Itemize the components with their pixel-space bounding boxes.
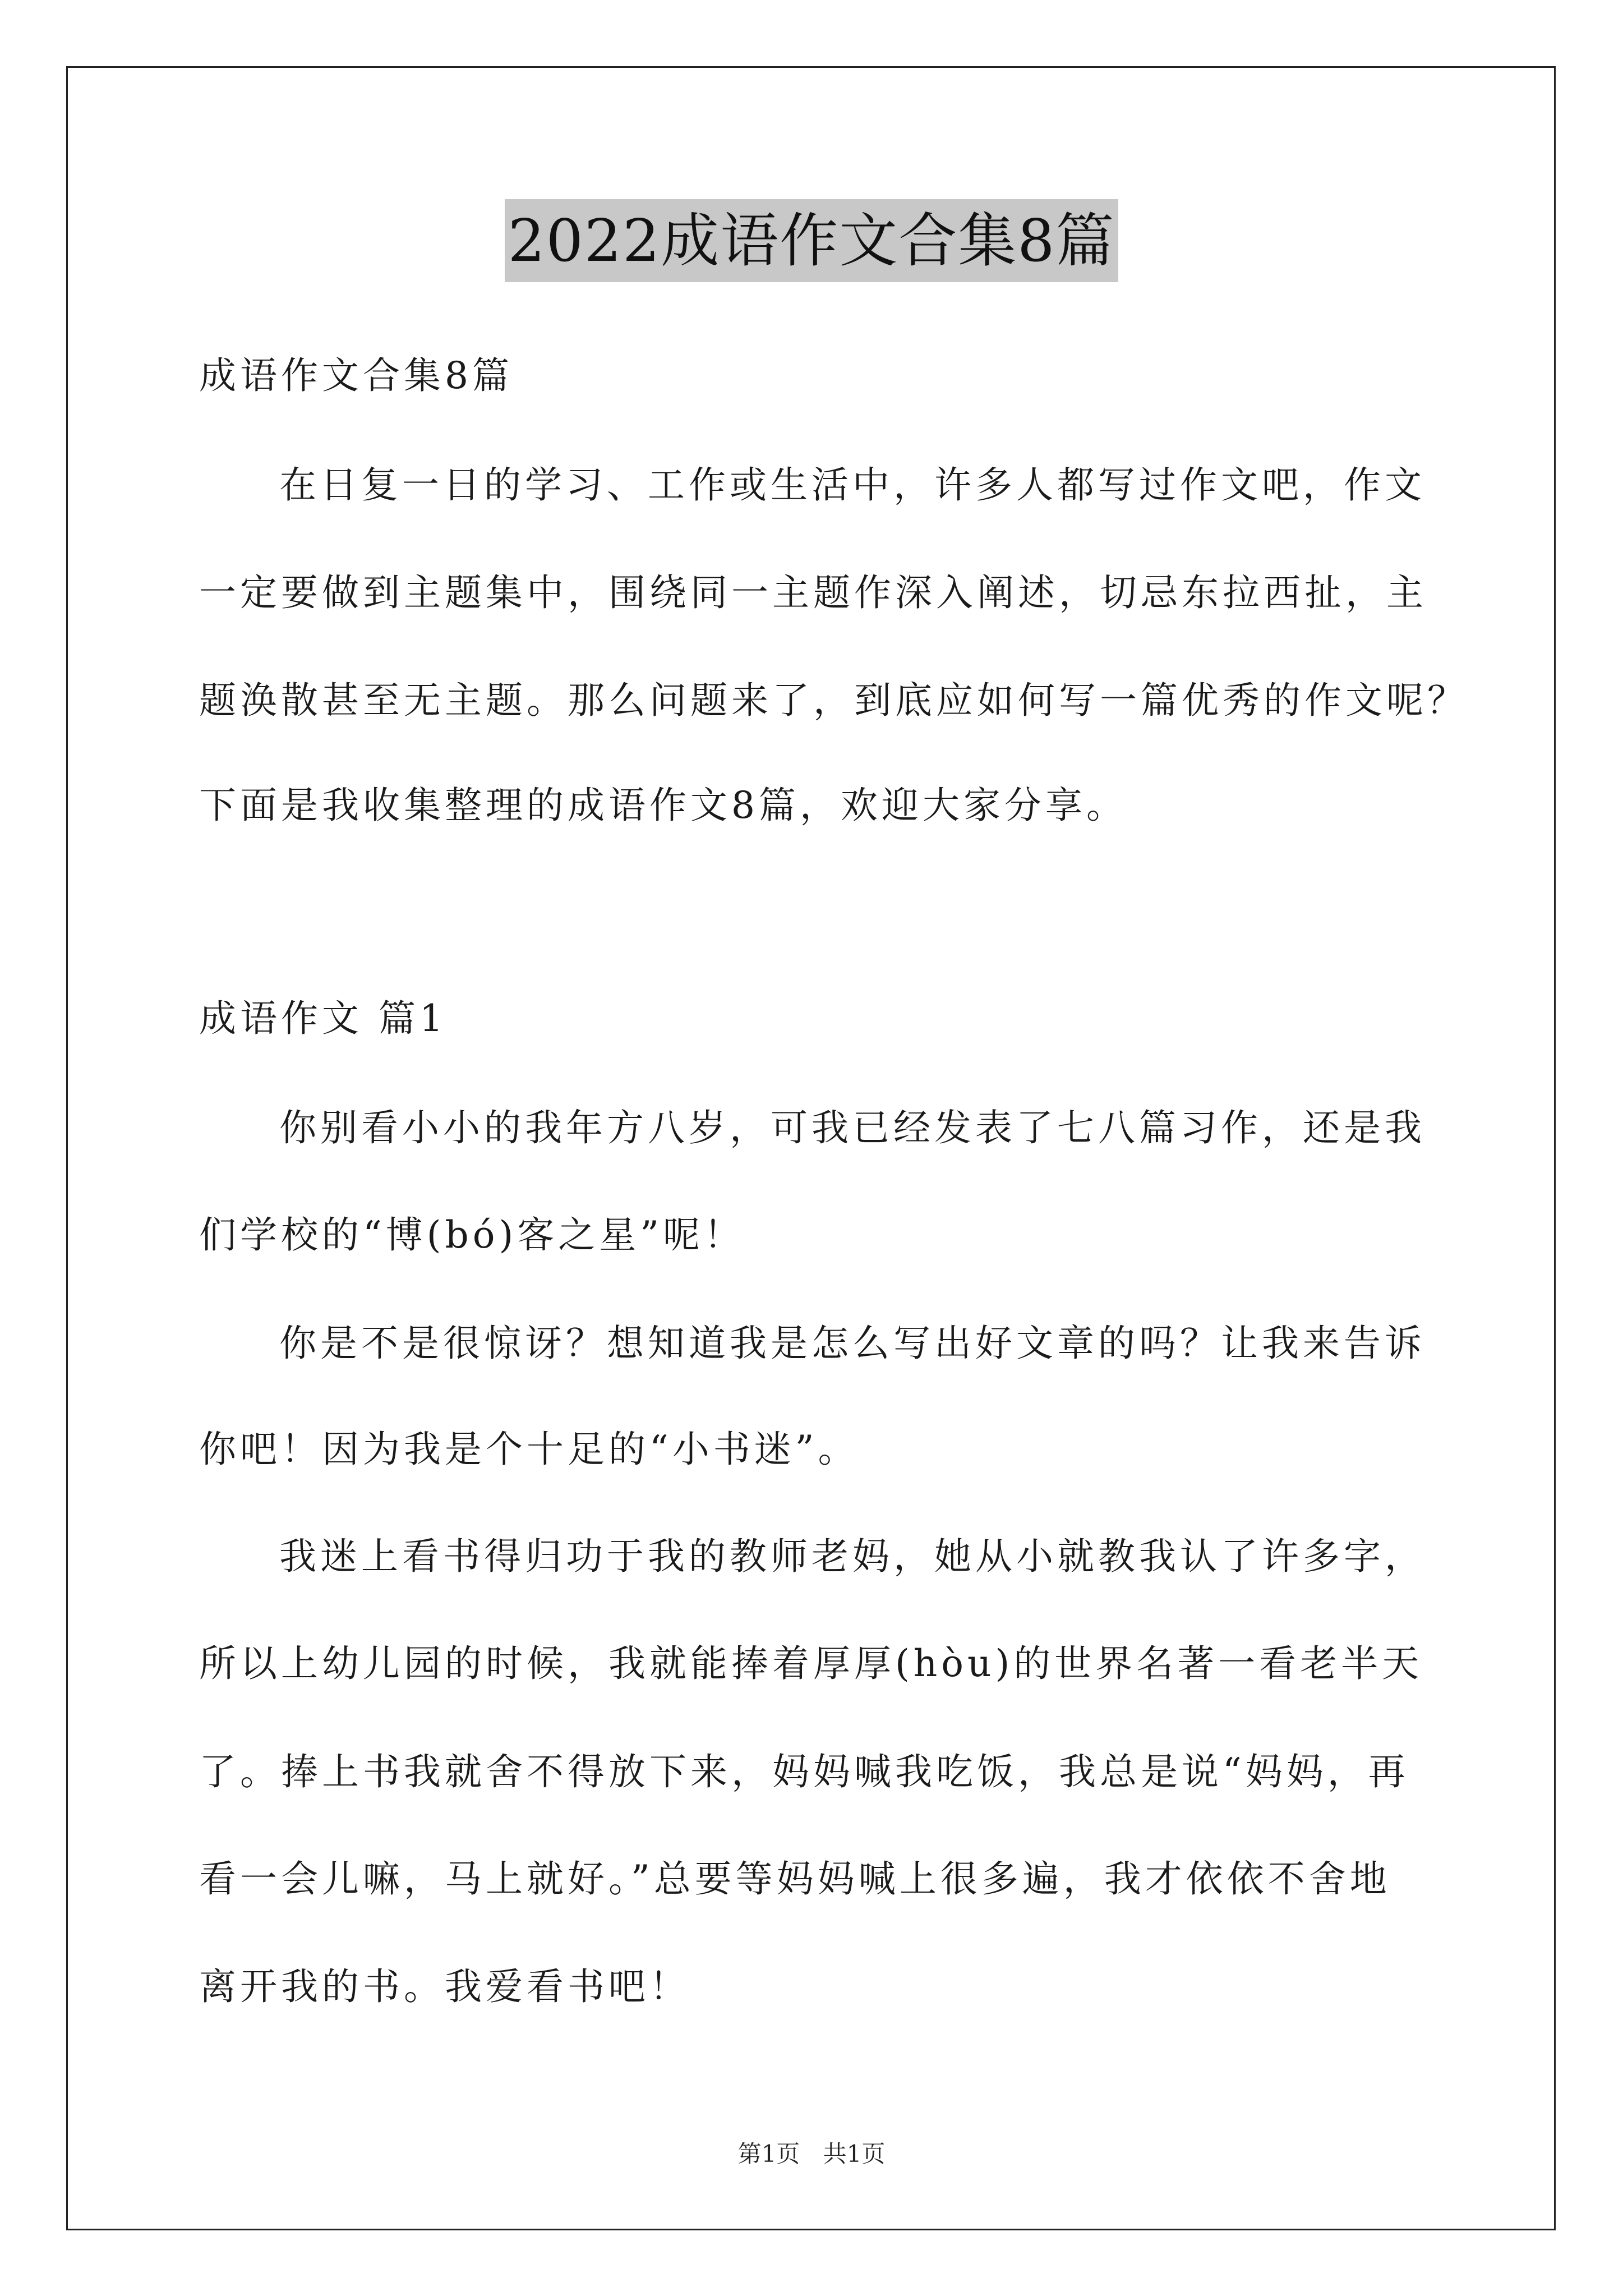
paragraph-line: 你别看小小的我年方八岁，可我已经发表了七八篇习作，还是我 xyxy=(279,1106,1426,1149)
page-footer xyxy=(0,2138,1623,2170)
subtitle: 成语作文合集8篇 xyxy=(199,354,513,397)
intro-line: 一定要做到主题集中，围绕同一主题作深入阐述，切忌东拉西扯，主 xyxy=(199,571,1427,614)
page-total: 共1页 xyxy=(823,2140,886,2168)
intro-line: 题涣散甚至无主题。那么问题来了，到底应如何写一篇优秀的作文呢？ xyxy=(199,679,1468,722)
paragraph-line: 了。捧上书我就舍不得放下来，妈妈喊我吃饭，我总是说“妈妈，再 xyxy=(199,1750,1409,1793)
intro-line: 在日复一日的学习、工作或生活中，许多人都写过作文吧，作文 xyxy=(279,463,1426,507)
paragraph-line: 离开我的书。我爱看书吧！ xyxy=(199,1965,690,2008)
paragraph-line: 你是不是很惊讶？想知道我是怎么写出好文章的吗？让我来告诉 xyxy=(279,1322,1426,1365)
paragraph-line: 你吧！因为我是个十足的“小书迷”。 xyxy=(199,1428,859,1471)
paragraph-line: 所以上幼儿园的时候，我就能捧着厚厚(hòu)的世界名著一看老半天 xyxy=(199,1642,1423,1685)
paragraph-line: 看一会儿嘛，马上就好。”总要等妈妈喊上很多遍，我才依依不舍地 xyxy=(199,1857,1391,1901)
title-container xyxy=(0,199,1623,282)
page-number: 第1页 xyxy=(737,2140,800,2168)
section-heading: 成语作文 篇1 xyxy=(199,997,447,1040)
paragraph-line: 们学校的“博(bó)客之星”呢！ xyxy=(199,1213,745,1257)
paragraph-line: 我迷上看书得归功于我的教师老妈，她从小就教我认了许多字， xyxy=(279,1535,1426,1578)
intro-line: 下面是我收集整理的成语作文8篇，欢迎大家分享。 xyxy=(199,784,1127,827)
document-title: 2022成语作文合集8篇 xyxy=(505,199,1119,282)
